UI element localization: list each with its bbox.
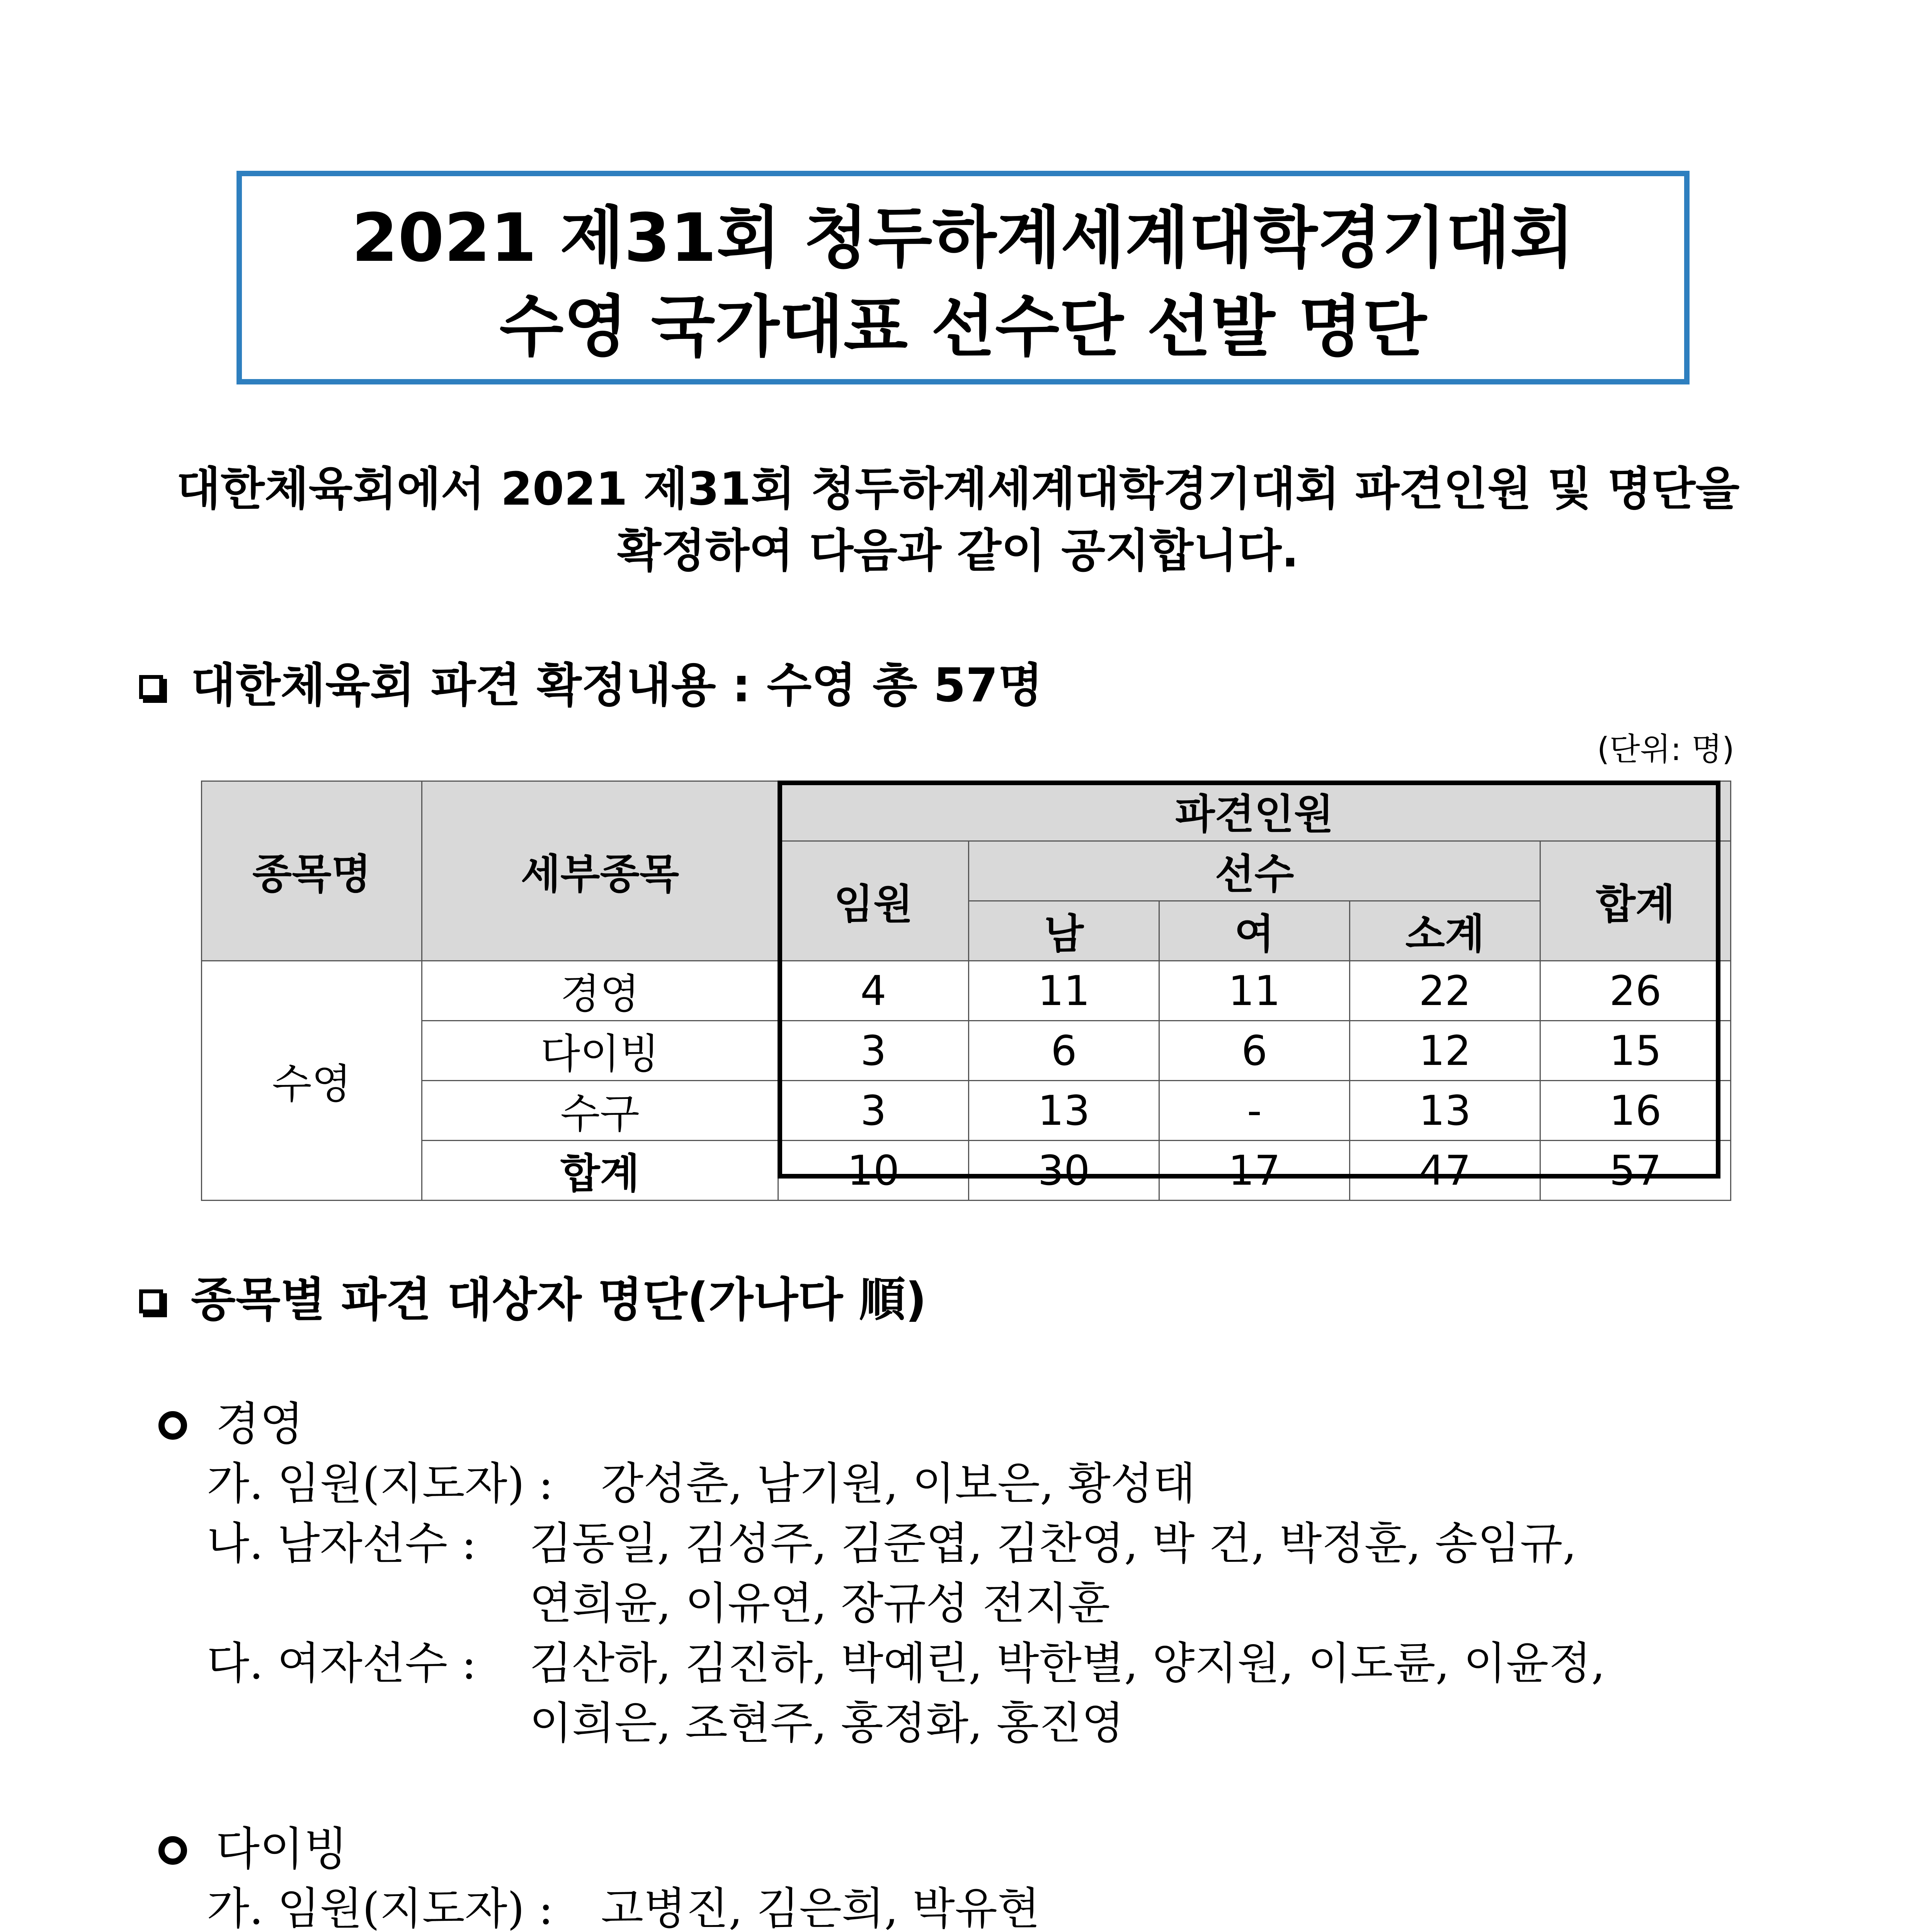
roster-names: 강성춘, 남기원, 이보은, 황성태	[601, 1458, 1196, 1509]
subtotal-cell: 22	[1350, 961, 1540, 1021]
officials-cell: 4	[778, 961, 969, 1021]
table-total-row	[202, 1141, 1731, 1201]
header-dispatch: 파견인원	[778, 781, 1731, 841]
subtotal-cell: 12	[1350, 1021, 1540, 1081]
header-male: 남	[969, 901, 1159, 961]
header-event: 종목명	[202, 781, 422, 961]
female-cell: 17	[1159, 1141, 1350, 1201]
section-2-heading-text: 종목별 파견 대상자 명단(가나다 順)	[191, 1273, 927, 1327]
header-subtotal: 소계	[1350, 901, 1540, 961]
male-cell: 11	[969, 961, 1159, 1021]
roster-label: 나. 남자선수 :	[207, 1518, 476, 1569]
header-officials: 임원	[778, 841, 969, 961]
roster-names: 연희윤, 이유연, 장규성 전지훈	[529, 1578, 1110, 1629]
subtotal-cell: 13	[1350, 1081, 1540, 1141]
table-row	[202, 1021, 1731, 1081]
total-cell: 16	[1540, 1081, 1731, 1141]
section-1-heading	[139, 657, 1043, 715]
header-female: 여	[1159, 901, 1350, 961]
female-cell: 6	[1159, 1021, 1350, 1081]
roster-heading-text: 다이빙	[216, 1822, 348, 1876]
roster-label: 다. 여자선수 :	[207, 1638, 476, 1689]
sub-event-cell: 수구	[422, 1081, 778, 1141]
officials-cell: 3	[778, 1021, 969, 1081]
roster-names: 김동일, 김성주, 김준엽, 김찬영, 박 건, 박정훈, 송임규,	[529, 1518, 1577, 1569]
sub-event-total-cell: 합계	[422, 1141, 778, 1201]
roster-label: 가. 임원(지도자) :	[207, 1883, 553, 1932]
female-cell: 11	[1159, 961, 1350, 1021]
roster-names: 이희은, 조현주, 홍정화, 홍진영	[529, 1697, 1124, 1749]
officials-cell: 3	[778, 1081, 969, 1141]
intro-line-1: 대한체육회에서 2021 제31회 청두하계세계대학경기대회 파견인원 및 명단을	[176, 462, 1740, 515]
table-header-row-1	[202, 781, 1731, 841]
total-cell: 26	[1540, 961, 1731, 1021]
male-cell: 13	[969, 1081, 1159, 1141]
roster-heading	[158, 1820, 348, 1878]
intro-line-2: 확정하여 다음과 같이 공지합니다.	[617, 524, 1299, 577]
header-sub-event: 세부종목	[422, 781, 778, 961]
sub-event-cell: 다이빙	[422, 1021, 778, 1081]
unit-label: (단위: 명)	[1597, 731, 1734, 768]
subtotal-cell: 47	[1350, 1141, 1540, 1201]
header-total: 합계	[1540, 841, 1731, 961]
header-athletes: 선수	[969, 841, 1540, 901]
roster-names: 김산하, 김진하, 박예린, 박한별, 양지원, 이도륜, 이윤정,	[529, 1638, 1605, 1689]
table-row	[202, 1081, 1731, 1141]
title-line-1: 2021 제31회 청두하계세계대학경기대회	[352, 199, 1574, 277]
roster-heading-text: 경영	[216, 1397, 304, 1451]
roster-heading	[158, 1395, 304, 1453]
table-row	[202, 961, 1731, 1021]
title-line-2: 수영 국가대표 선수단 선발 명단	[499, 288, 1427, 366]
section-2-heading	[139, 1271, 927, 1329]
sub-event-cell: 경영	[422, 961, 778, 1021]
circle-bullet-icon	[158, 1836, 187, 1865]
checkbox-bullet-icon	[139, 1289, 163, 1313]
roster-label: 가. 임원(지도자) :	[207, 1458, 553, 1509]
section-1-heading-text: 대한체육회 파견 확정내용 : 수영 총 57명	[191, 659, 1043, 713]
officials-cell: 10	[778, 1141, 969, 1201]
roster-names: 고병진, 김은희, 박유현	[601, 1883, 1040, 1932]
male-cell: 30	[969, 1141, 1159, 1201]
checkbox-bullet-icon	[139, 675, 163, 699]
circle-bullet-icon	[158, 1411, 187, 1440]
title-box	[237, 171, 1690, 384]
total-cell: 15	[1540, 1021, 1731, 1081]
male-cell: 6	[969, 1021, 1159, 1081]
total-cell: 57	[1540, 1141, 1731, 1201]
summary-table	[201, 781, 1731, 1201]
event-name-cell: 수영	[202, 961, 422, 1201]
female-cell: -	[1159, 1081, 1350, 1141]
